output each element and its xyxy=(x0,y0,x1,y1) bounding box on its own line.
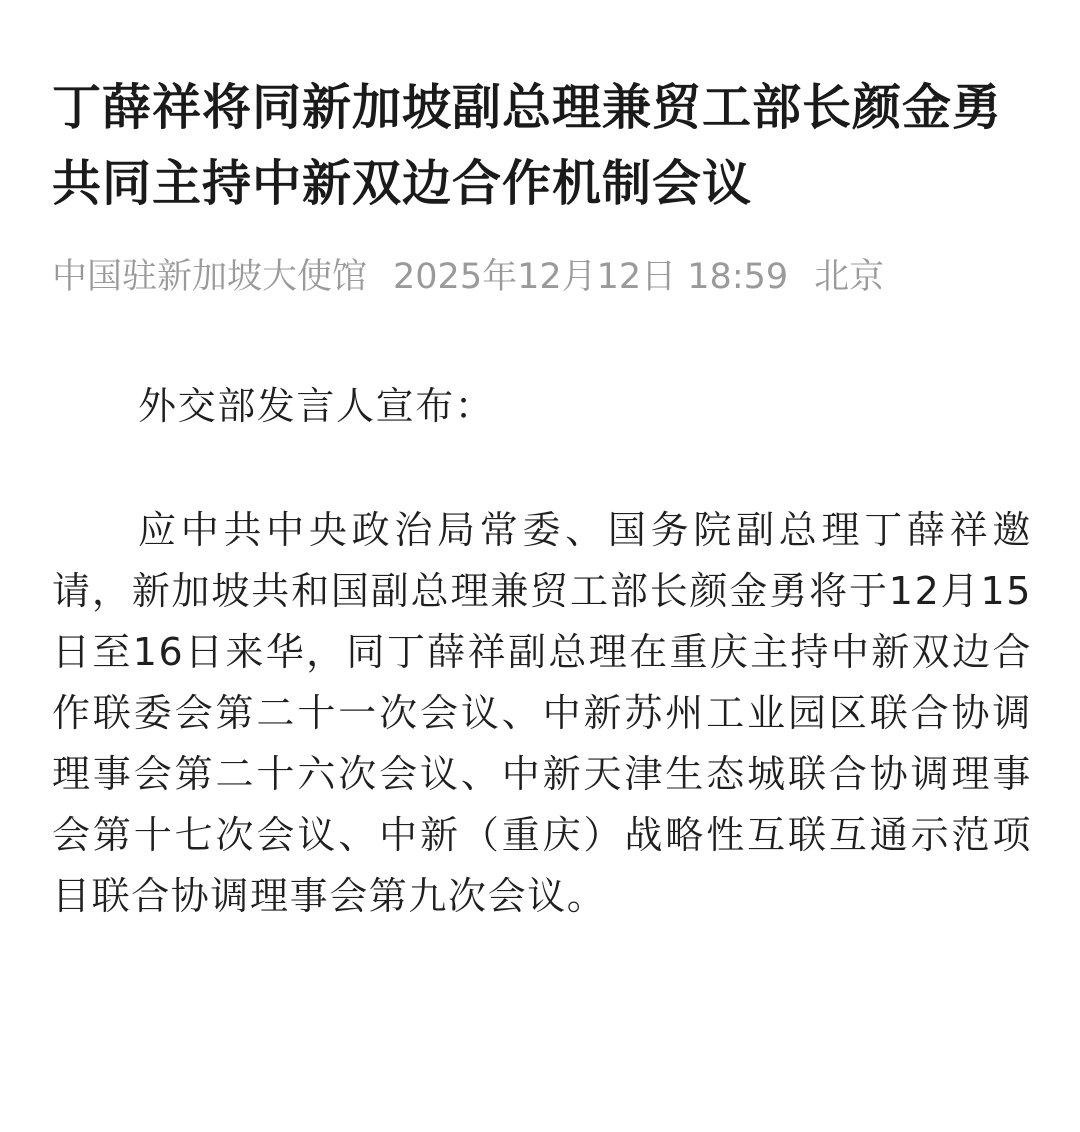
article-paragraph: 外交部发言人宣布： xyxy=(138,384,495,428)
article-source[interactable]: 中国驻新加坡大使馆 xyxy=(52,257,368,297)
article-location: 北京 xyxy=(814,257,885,297)
article xyxy=(52,70,1032,927)
article-paragraph: 应中共中央政治局常委、国务院副总理丁薛祥邀请，新加坡共和国副总理兼贸工部长颜金勇将于12月15日至16日来华，同丁薛祥副总理在重庆主持中新双边合作联委会第二十一次会议、中新苏州工业园区联合协调理事会第二十六次会议、中新天津生态城联合协调理事会第十七次会议、中新（重庆）战略性互联互通示范项目联合协调理事会第九次会议。 xyxy=(52,508,1032,918)
article-title: 丁薛祥将同新加坡副总理兼贸工部长颜金勇共同主持中新双边合作机制会议 xyxy=(52,79,1003,212)
article-meta xyxy=(52,252,1032,302)
article-datetime: 2025年12月12日 18:59 xyxy=(393,257,789,297)
